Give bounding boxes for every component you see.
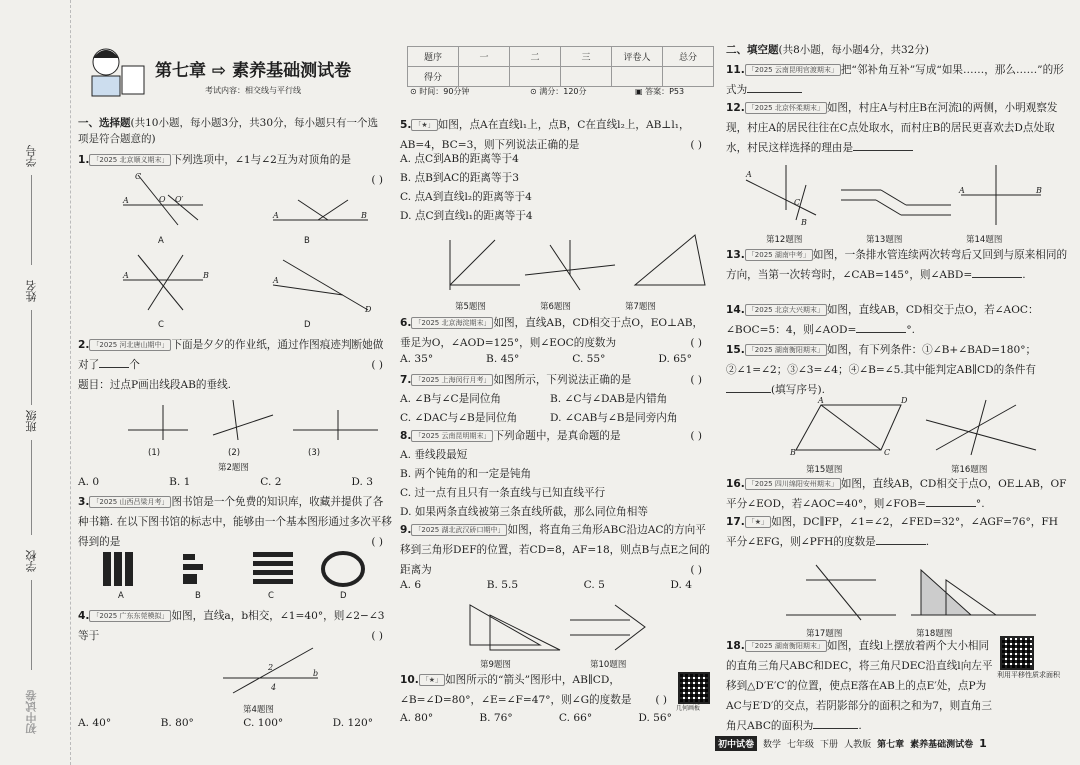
q9-figure-caption: 第9题图: [480, 660, 511, 670]
q1-figure-b: [273, 180, 373, 230]
q9-q10-figures: [460, 600, 700, 655]
q1-figure-c: [123, 250, 213, 320]
option-a[interactable]: A. ∠B与∠C是同位角: [400, 393, 501, 405]
page-title: 第七章 ⇨ 素养基础测试卷: [155, 61, 352, 81]
question-8: 8. 「2025 云南昆明期末」 下列命题中，是真命题的是 ( ): [400, 426, 712, 446]
qr-code-icon[interactable]: [678, 672, 710, 704]
q12-q14-figures: [746, 165, 1056, 225]
option-d[interactable]: D. 65°: [658, 353, 692, 365]
q6-figure-caption: 第6题图: [540, 302, 571, 312]
svg-text:A: A: [818, 396, 824, 405]
option-b[interactable]: B. ∠C与∠DAB是内错角: [550, 393, 668, 405]
option-d[interactable]: D. 4: [670, 579, 692, 591]
question-6: 6. 「2025 北京海淀期末」 如图，直线AB，CD相交于点O，EO⊥AB，垂足为O，∠AOD=125°，则∠EOC的度数为 ( ): [400, 313, 712, 353]
svg-text:b: b: [313, 669, 319, 678]
name-line[interactable]: [31, 310, 32, 405]
option-c[interactable]: C. 5: [583, 579, 605, 591]
q3-caption-a: A: [118, 591, 124, 601]
answer-blank[interactable]: [853, 150, 913, 151]
answer-blank[interactable]: [926, 506, 976, 507]
svg-text:A: A: [123, 271, 129, 280]
student-id-label: 学号: [25, 145, 38, 167]
option-c[interactable]: C. 100°: [243, 717, 284, 729]
q16-figure-caption: 第16题图: [951, 465, 988, 475]
qr-code-icon[interactable]: [1000, 636, 1034, 670]
q7-options: [400, 390, 712, 428]
q5-q7-figures: [430, 235, 710, 295]
q13-figure-caption: 第13题图: [866, 235, 903, 245]
option-b[interactable]: B. 45°: [486, 353, 520, 365]
name-label: 姓名: [25, 280, 38, 302]
q2-label-3: (3): [308, 448, 321, 458]
answer-blank[interactable]: [747, 92, 802, 93]
answer-blank[interactable]: [876, 544, 926, 545]
student-id-line[interactable]: [31, 175, 32, 265]
svg-text:C: C: [884, 448, 891, 457]
svg-text:B: B: [361, 211, 367, 220]
option-a[interactable]: A. 40°: [78, 717, 112, 729]
question-3: 3. 「2025 山西吕梁月考」 图书馆是一个免费的知识库，收藏并提供了各种书籍. 在以下图书馆的标志中，能够由一个基本图形通过多次平移得到的是 ( ): [78, 492, 393, 552]
answer-blank[interactable]: [972, 277, 1022, 278]
question-5: 5. 「★」 如图，点A在直线l₁上，点B，C在直线l₂上，AB⊥l₁，AB=4，BC=3，则下列说法正确的是 ( ): [400, 115, 712, 155]
svg-text:C: C: [794, 198, 801, 207]
option-b[interactable]: B. 80°: [160, 717, 194, 729]
option-b[interactable]: B. 76°: [479, 712, 513, 724]
question-11: 11. 「2025 云南昆明官渡期末」 把“邻补角互补”写成“如果……，那么……”的形式为: [726, 64, 1064, 96]
answer-paren[interactable]: ( ): [690, 337, 702, 349]
score-header: 三: [561, 47, 612, 67]
q1-figure-a: [123, 172, 213, 230]
q1-caption-d: D: [304, 320, 311, 330]
svg-text:O: O: [159, 195, 166, 204]
column-2: [400, 0, 712, 765]
svg-text:O′: O′: [175, 195, 184, 204]
q5-figure-caption: 第5题图: [455, 302, 486, 312]
question-16: 16. 「2025 四川绵阳安州期末」 如图，直线AB，CD相交于点O，OE⊥AB，OF平分∠EOD，若∠AOC=40°，则∠FOB= °.: [726, 478, 1067, 510]
question-17: 17. 「★」 如图，DC∥FP，∠1=∠2，∠FED=32°，∠AGF=76°，FH平分∠EFG，则∠PFH的度数是 .: [726, 516, 1058, 548]
answer-paren[interactable]: ( ): [690, 564, 702, 576]
answer-paren[interactable]: ( ): [690, 430, 702, 442]
option-b[interactable]: B. 两个钝角的和一定是钝角: [400, 468, 532, 480]
q2-options: [78, 472, 393, 492]
question-13: 13. 「2025 湖南中考」 如图，一条排水管连续两次转弯后又回到与原来相同的方向，当第一次转弯时，∠CAB=145°，则∠ABD= .: [726, 249, 1068, 281]
q1-caption-a: A: [158, 236, 164, 246]
option-d[interactable]: D. 3: [351, 476, 373, 488]
q2-label-1: (1): [148, 448, 161, 458]
q7-figure-caption: 第7题图: [625, 302, 656, 312]
answer-blank[interactable]: [856, 332, 906, 333]
answer-paren[interactable]: ( ): [371, 630, 383, 642]
svg-text:4: 4: [271, 683, 277, 692]
option-c[interactable]: C. 点A到直线l₂的距离等于4: [400, 191, 532, 203]
q10-figure-caption: 第10题图: [590, 660, 627, 670]
q5-options: [400, 150, 712, 226]
svg-text:A: A: [273, 276, 279, 285]
answer-paren[interactable]: ( ): [371, 536, 383, 548]
page-number: 1: [979, 737, 987, 750]
q15-figure-caption: 第15题图: [806, 465, 843, 475]
q3-caption-d: D: [340, 591, 347, 601]
q2-label-2: (2): [228, 448, 241, 458]
answer-paren[interactable]: ( ): [371, 359, 383, 371]
q1-caption-c: C: [158, 320, 164, 330]
q6-options: [400, 349, 712, 369]
school-label: 学校: [25, 550, 38, 572]
q14-figure-caption: 第14题图: [966, 235, 1003, 245]
answer-blank[interactable]: [99, 367, 129, 368]
q3-caption-b: B: [195, 591, 201, 601]
q4-options: [78, 713, 393, 733]
option-a[interactable]: A. 垂线段最短: [400, 449, 468, 461]
qr-label: 利用平移性质求面积: [997, 671, 1060, 679]
svg-text:B: B: [1036, 186, 1042, 195]
svg-text:B: B: [790, 448, 796, 457]
svg-text:A: A: [746, 170, 752, 179]
question-14: 14. 「2025 北京大兴期末」 如图，直线AB，CD相交于点O，若∠AOC：∠BOC=5：4，则∠AOD= °.: [726, 304, 1039, 336]
school-line[interactable]: [31, 580, 32, 670]
score-header: 题序: [408, 47, 459, 67]
option-d[interactable]: D. 56°: [638, 712, 672, 724]
option-c[interactable]: C. ∠DAC与∠B是同位角: [400, 412, 518, 424]
answer-paren[interactable]: ( ): [690, 374, 702, 386]
question-1: 1. 「2025 北京顺义期末」 下列选项中，∠1与∠2互为对顶角的是 ( ): [78, 150, 393, 190]
question-9: 9. 「2025 湖北武汉硚口期中」 如图，将直角三角形ABC沿边AC的方向平移到三角形DEF的位置，若CD=8，AF=18，则点B与点E之间的距离为 ( ): [400, 520, 712, 580]
option-a[interactable]: A. 0: [78, 476, 100, 488]
score-header: 二: [510, 47, 561, 67]
option-b[interactable]: B. 1: [169, 476, 191, 488]
column-1: [78, 0, 393, 765]
score-header: 一: [459, 47, 510, 67]
q18-figure-caption: 第18题图: [916, 629, 953, 639]
full-score: ⊙ 满分：120分: [530, 87, 587, 96]
q9-options: [400, 575, 712, 595]
svg-text:C: C: [135, 172, 142, 181]
question-15: 15. 「2025 湖南衡阳期末」 如图，有下列条件：①∠B+∠BAD=180°；②∠1=∠2；③∠3=∠4；④∠B=∠5.其中能判定AB∥CD的条件有(填写序号).: [726, 344, 1037, 396]
score-row-label: 得分: [408, 67, 459, 87]
footer-brand: 初中试卷: [715, 736, 757, 751]
q1-figure-d: [273, 250, 373, 320]
q2-figure-caption: 第2题图: [218, 463, 249, 473]
section-choice-header: 一、选择题(共10小题，每小题3分，共30分，每小题只有一个选项是符合题意的): [78, 117, 378, 145]
page-footer: 初中试卷 数学 七年级 下册 人教版 第七章 素养基础测试卷 1: [715, 736, 987, 751]
q4-figure-caption: 第4题图: [243, 705, 274, 715]
column-3: [726, 0, 1068, 765]
sidebar-logo: 初中试卷: [25, 690, 38, 734]
answer-page: ▣ 答案：P53: [635, 87, 685, 96]
q15-q16-figures: [786, 396, 1046, 457]
option-c[interactable]: C. 55°: [572, 353, 606, 365]
exam-time: ⊙ 时间：90分钟: [410, 87, 470, 96]
option-d[interactable]: D. 120°: [332, 717, 373, 729]
option-d[interactable]: D. 点C到直线l₁的距离等于4: [400, 210, 533, 222]
question-4: 4. 「2025 广东东莞模拟」 如图，直线a，b相交，∠1=40°，则∠2−∠3等于 ( ): [78, 606, 393, 646]
option-d[interactable]: D. 如果两条直线被第三条直线所截，那么同位角相等: [400, 506, 648, 518]
q10-options: [400, 708, 692, 728]
q1-caption-b: B: [304, 236, 310, 246]
q8-options: [400, 446, 712, 522]
svg-text:D: D: [901, 396, 908, 405]
answer-blank[interactable]: [813, 728, 858, 729]
option-a[interactable]: A. 80°: [400, 712, 434, 724]
svg-text:A: A: [273, 211, 279, 220]
svg-text:A: A: [123, 196, 129, 205]
class-line[interactable]: [31, 440, 32, 535]
question-2: 2. 「2025 河北唐山期中」 下面是夕夕的作业纸，通过作图痕迹判断她做对了 个 ( ) 题目：过点P画出线段AB的垂线.: [78, 339, 384, 391]
class-label: 班级: [25, 410, 38, 432]
answer-paren[interactable]: ( ): [655, 694, 667, 706]
binding-margin: [0, 0, 71, 765]
qr-label: 几何画板: [676, 705, 701, 712]
question-18: 18. 「2025 湖南衡阳期末」 如图，直线l上摆放着两个大小相同的直角三角尺ABC和DEC，将三角尺DEC沿直线l向左平移到△D′E′C′的位置，使点E落在AB上的点E′处，点P为AC与E′D′的交点，若阴影部分的面积之和为7，则直角三角尺ABC的面积为 .: [726, 640, 993, 732]
answer-paren[interactable]: ( ): [690, 139, 702, 151]
score-header: 总分: [663, 47, 714, 67]
option-a[interactable]: A. 点C到AB的距离等于4: [400, 153, 519, 165]
q17-q18-figures: [786, 565, 1046, 623]
answer-blank[interactable]: [726, 392, 771, 393]
option-c[interactable]: C. 过一点有且只有一条直线与已知直线平行: [400, 487, 606, 499]
svg-text:A: A: [959, 186, 965, 195]
option-c[interactable]: C. 2: [260, 476, 282, 488]
exam-scope: 考试内容：相交线与平行线: [205, 86, 301, 95]
option-a[interactable]: A. 35°: [400, 353, 434, 365]
svg-text:D: D: [365, 305, 372, 314]
question-7: 7. 「2025 上海闵行月考」 如图所示，下列说法正确的是 ( ): [400, 370, 712, 390]
q2-figures: [128, 400, 388, 445]
answer-paren[interactable]: ( ): [371, 174, 383, 186]
option-b[interactable]: B. 5.5: [486, 579, 519, 591]
question-12: 12. 「2025 北京怀柔期末」 如图，村庄A与村庄B在河流l的两侧，小明观察发现，村庄A的居民往往在C点处取水，而村庄B的居民更喜欢去D点处取水，村民这样选择的理由是: [726, 102, 1058, 154]
question-10: 10. 「★」 如图所示的“箭头”图形中，AB∥CD，∠B=∠D=80°，∠E=∠F=47°，则∠G的度数是 ( ): [400, 670, 662, 710]
option-d[interactable]: D. ∠CAB与∠B是同旁内角: [550, 412, 678, 424]
svg-text:B: B: [203, 271, 209, 280]
q12-figure-caption: 第12题图: [766, 235, 803, 245]
option-a[interactable]: A. 6: [400, 579, 422, 591]
option-c[interactable]: C. 66°: [558, 712, 593, 724]
option-b[interactable]: B. 点B到AC的距离等于3: [400, 172, 519, 184]
q17-figure-caption: 第17题图: [806, 629, 843, 639]
section-fill-header: 二、填空题(共8小题，每小题4分，共32分): [726, 44, 929, 56]
svg-text:2: 2: [268, 663, 274, 672]
q3-library-logos: [103, 552, 373, 588]
svg-text:B: B: [801, 218, 807, 227]
q4-figure: [223, 648, 323, 693]
score-header: 评卷人: [612, 47, 663, 67]
q3-caption-c: C: [268, 591, 274, 601]
